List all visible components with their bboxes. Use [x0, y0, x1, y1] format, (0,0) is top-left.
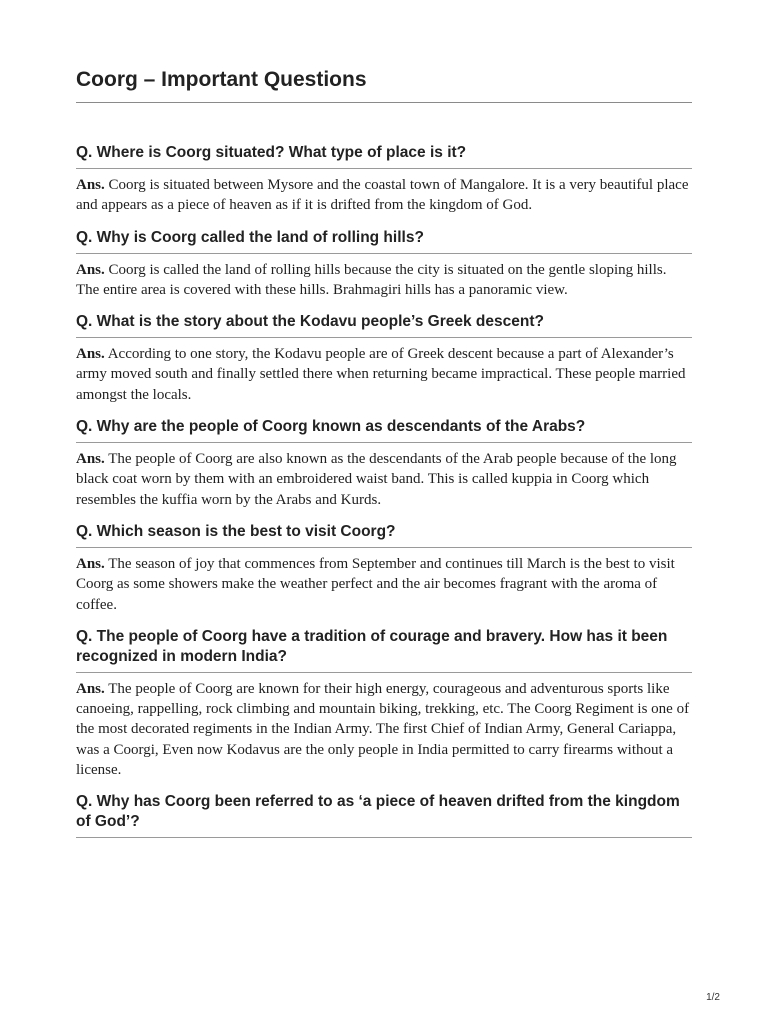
answer-text: The people of Coorg are also known as the descendants of the Arab people because of the long black coat worn by them with an embroidered waist band. This is called kuppia in Coorg which resembles the kuffia worn by the Arabs and Kurds. [76, 451, 677, 508]
page-number: 1/2 [706, 992, 720, 1003]
qa-item [76, 143, 692, 216]
question: Q. Why has Coorg been referred to as ‘a piece of heaven drifted from the kingdom of God’? [76, 792, 692, 838]
answer-label: Ans. [76, 261, 105, 278]
answer-label: Ans. [76, 177, 105, 193]
answer-label: Ans. [76, 451, 105, 468]
qa-list [76, 143, 692, 838]
answer-text: The season of joy that commences from September and continues till March is the best to visit Coorg as some showers make the weather perfect and the air becomes fragrant with the aroma of coffee. [76, 555, 675, 613]
answer [76, 260, 692, 301]
question: Q. The people of Coorg have a tradition of courage and bravery. How has it been recognized in modern India? [76, 627, 692, 673]
question: Q. Which season is the best to visit Coorg? [76, 522, 692, 548]
qa-item [76, 792, 692, 838]
qa-item [76, 417, 692, 510]
qa-item [76, 228, 692, 301]
answer [76, 679, 692, 780]
question: Q. What is the story about the Kodavu people’s Greek descent? [76, 312, 692, 338]
answer-label: Ans. [76, 346, 105, 363]
answer [76, 175, 692, 216]
answer [76, 449, 692, 510]
answer-label: Ans. [76, 555, 105, 572]
page-title: Coorg – Important Questions [76, 0, 692, 103]
document-page [76, 0, 692, 850]
answer-text: The people of Coorg are known for their high energy, courageous and adventurous sports like canoeing, rappelling, rock climbing and mountain biking, trekking, etc. The Coorg Regiment is one of the most decorated regiments in the Indian Army. The first Chief of Indian Army, General Cariappa, was a Coorgi, Even now Kodavus are the only people in India permitted to carry firearms without a license. [76, 680, 690, 779]
answer-text: According to one story, the Kodavu people are of Greek descent because a part of Alexander’s army moved south and finally settled there when returning became impractical. These people married amongst the locals. [76, 346, 686, 403]
answer-text: Coorg is situated between Mysore and the coastal town of Mangalore. It is a very beautiful place and appears as a piece of heaven as if it is drifted from the kingdom of God. [76, 177, 689, 214]
question: Q. Why are the people of Coorg known as descendants of the Arabs? [76, 417, 692, 443]
answer-label: Ans. [76, 680, 105, 697]
answer [76, 554, 692, 615]
question: Q. Where is Coorg situated? What type of place is it? [76, 143, 692, 169]
answer [76, 344, 692, 405]
answer-text: Coorg is called the land of rolling hills because the city is situated on the gentle sloping hills. The entire area is covered with these hills. Brahmagiri hills has a panoramic view. [76, 261, 667, 298]
qa-item [76, 627, 692, 780]
question: Q. Why is Coorg called the land of rolling hills? [76, 228, 692, 254]
qa-item [76, 522, 692, 615]
qa-item [76, 312, 692, 405]
